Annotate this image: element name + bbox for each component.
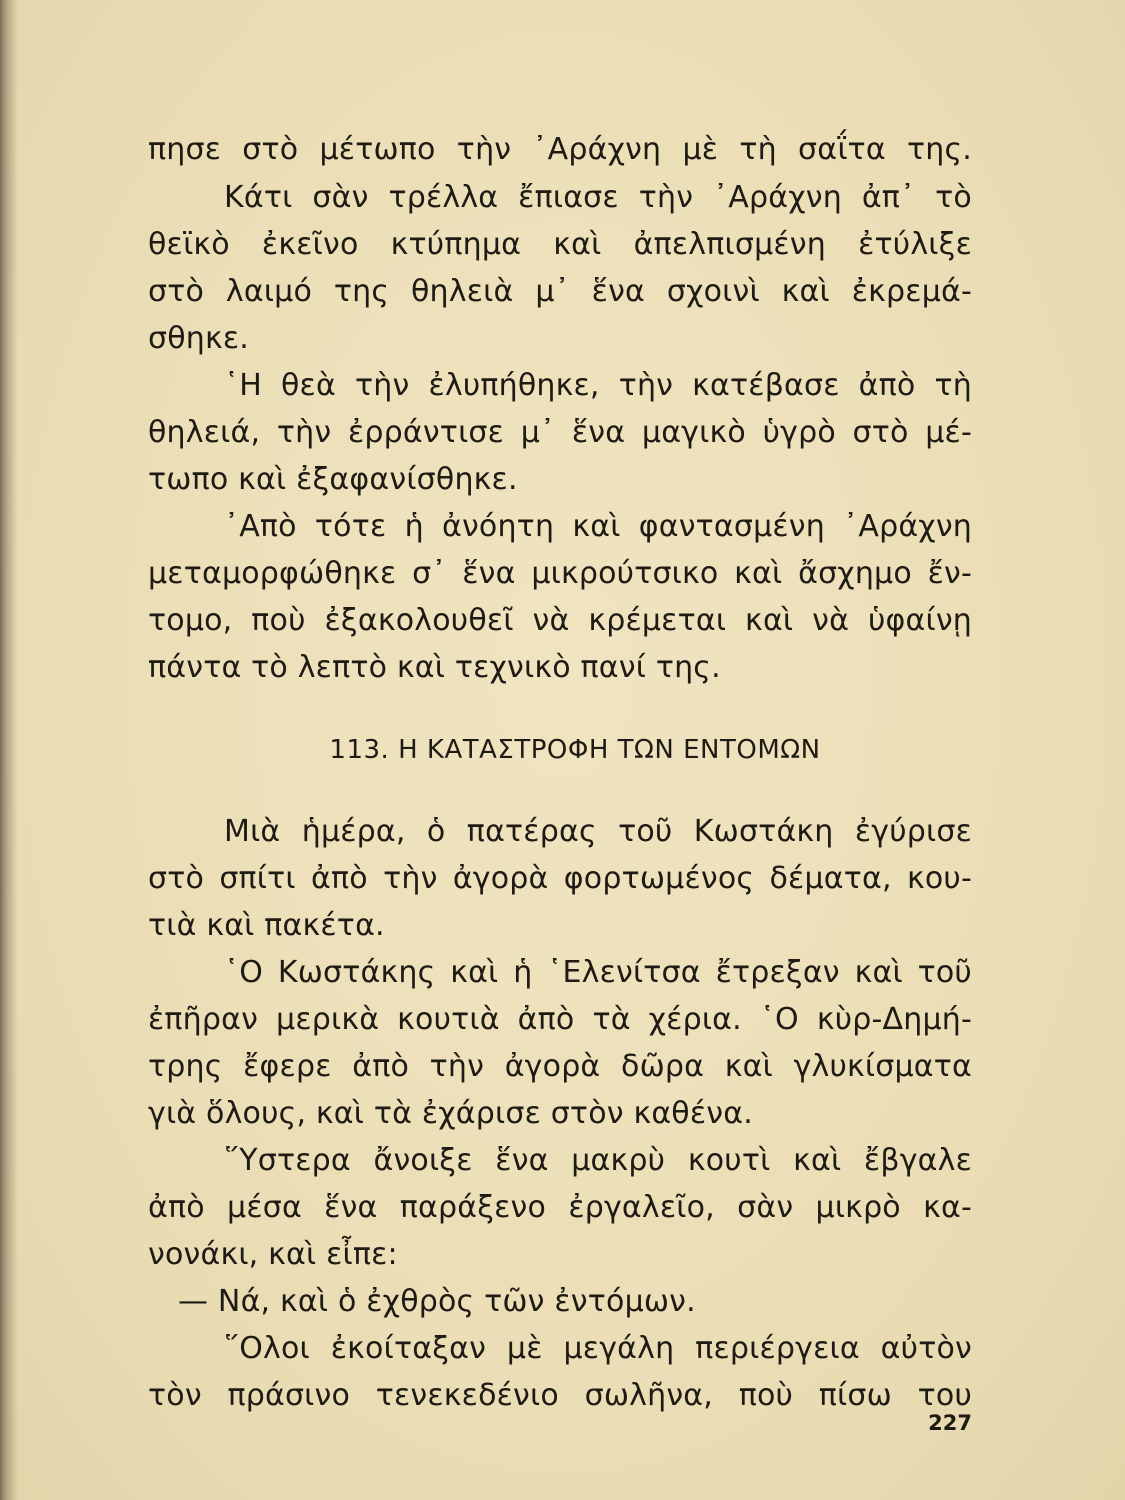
text-line: Κάτι σὰν τρέλλα ἔπιασε τὴν ᾿Αράχνη ἀπ᾿ τὸ — [224, 180, 972, 215]
text-line: τωπο καὶ ἐξαφανίσθηκε. — [148, 462, 518, 497]
dialogue-line: — Νά, καὶ ὁ ἐχθρὸς τῶν ἐντόμων. — [178, 1284, 696, 1319]
text-line: ῾Η θεὰ τὴν ἐλυπήθηκε, τὴν κατέβασε ἀπὸ τὴ — [224, 368, 972, 403]
text-line: Μιὰ ἡμέρα, ὁ πατέρας τοῦ Κωστάκη ἐγύρισε — [224, 814, 972, 849]
text-line: ἀπὸ μέσα ἕνα παράξενο ἐργαλεῖο, σὰν μικρὸ κα- — [148, 1190, 972, 1225]
page-number: 227 — [928, 1411, 972, 1435]
text-line: τιὰ καὶ πακέτα. — [148, 908, 385, 943]
text-line: στὸ λαιμό της θηλειὰ μ᾿ ἕνα σχοινὶ καὶ ἐκρεμά- — [148, 274, 972, 309]
text-line: πησε στὸ μέτωπο τὴν ᾿Αράχνη μὲ τὴ σαΐτα της. — [148, 132, 972, 167]
text-line: ἐπῆραν μερικὰ κουτιὰ ἀπὸ τὰ χέρια. ῾Ο κὺρ-Δημή- — [148, 1002, 972, 1037]
page-binding-shadow — [0, 0, 18, 1500]
text-line: θεϊκὸ ἐκεῖνο κτύπημα καὶ ἀπελπισμένη ἐτύλιξε — [148, 227, 972, 262]
text-line: τομο, ποὺ ἐξακολουθεῖ νὰ κρέμεται καὶ νὰ ὑφαίνῃ — [148, 603, 972, 638]
text-line: ᾿Απὸ τότε ἡ ἀνόητη καὶ φαντασμένη ᾿Αράχνη — [224, 509, 972, 544]
text-line: μεταμορφώθηκε σ᾿ ἕνα μικρούτσικο καὶ ἄσχημο ἔν- — [148, 556, 972, 591]
text-line: σθηκε. — [148, 321, 250, 356]
text-line: στὸ σπίτι ἀπὸ τὴν ἀγορὰ φορτωμένος δέματα, κου- — [148, 861, 972, 896]
text-line: θηλειά, τὴν ἐρράντισε μ᾿ ἕνα μαγικὸ ὑγρὸ στὸ μέ- — [148, 415, 972, 450]
text-line: τρης ἔφερε ἀπὸ τὴν ἀγορὰ δῶρα καὶ γλυκίσματα — [148, 1049, 972, 1084]
text-line: τὸν πράσινο τενεκεδένιο σωλῆνα, ποὺ πίσω του — [148, 1378, 972, 1413]
text-line: ῞Υστερα ἄνοιξε ἕνα μακρὺ κουτὶ καὶ ἔβγαλε — [224, 1143, 972, 1178]
section-heading: 113. Η ΚΑΤΑΣΤΡΟΦΗ ΤΩΝ ΕΝΤΟΜΩΝ — [329, 735, 821, 765]
text-line: ῾Ο Κωστάκης καὶ ἡ ῾Ελενίτσα ἔτρεξαν καὶ τοῦ — [224, 955, 972, 990]
text-line: πάντα τὸ λεπτὸ καὶ τεχνικὸ πανί της. — [148, 650, 721, 685]
text-line: ῞Ολοι ἐκοίταξαν μὲ μεγάλη περιέργεια αὐτὸν — [224, 1331, 972, 1366]
text-line: γιὰ ὅλους, καὶ τὰ ἐχάρισε στὸν καθένα. — [148, 1096, 753, 1131]
text-line: νονάκι, καὶ εἶπε: — [148, 1237, 398, 1272]
